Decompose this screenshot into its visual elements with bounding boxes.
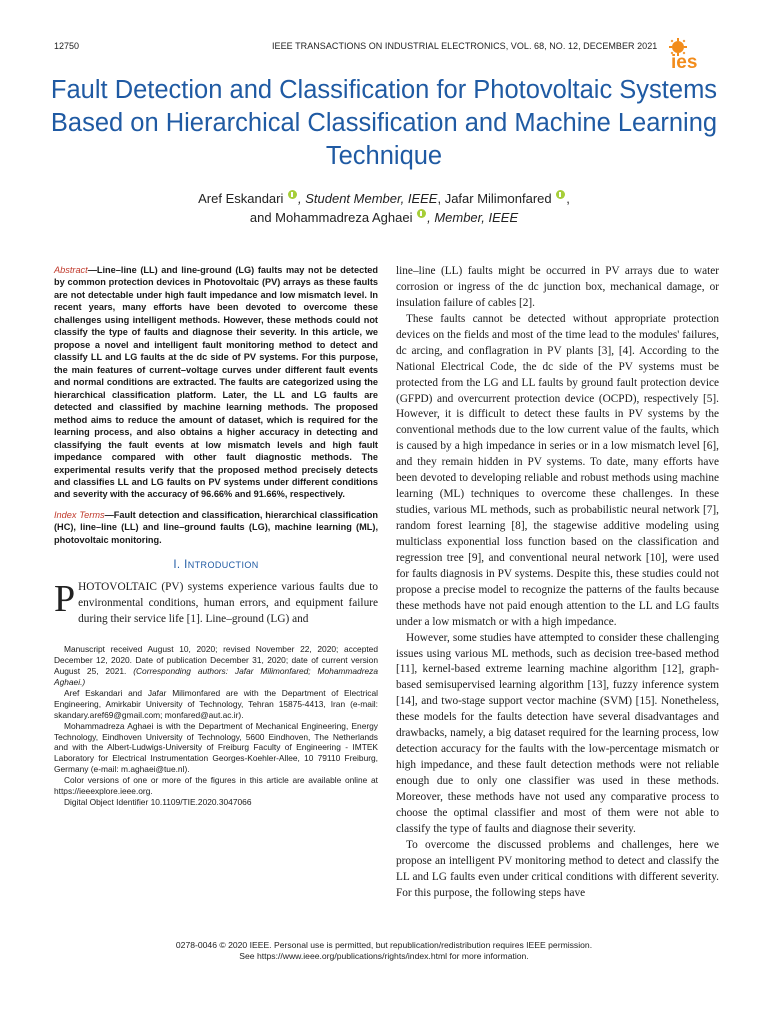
orcid-icon[interactable] (288, 190, 297, 199)
body-paragraph-4: To overcome the discussed problems and challenges, here we propose an intelligent PV monitoring method to detect and classify the LL and LG faults even under critical conditions with different severity. For this purpose, the following steps have (396, 838, 719, 899)
color-note: Color versions of one or more of the figures in this article are available online at https://ieeexplore.ieee.org. (54, 775, 378, 797)
orcid-icon[interactable] (417, 209, 426, 218)
copyright-footer (40, 940, 728, 962)
page-number: 12750 (54, 41, 80, 51)
author-name: and Mohammadreza Aghaei (249, 209, 413, 225)
author-separator: , (566, 191, 570, 206)
author-membership: , Member, IEEE (427, 209, 519, 225)
author-membership: , Student Member, IEEE (298, 191, 438, 206)
left-column (54, 264, 378, 808)
section-heading (54, 559, 378, 571)
intro-text: HOTOVOLTAIC (PV) systems experience various faults due to environmental conditions, human errors, and equipment failure during their service life [1]. Line–ground (LG) and (78, 581, 378, 626)
drop-cap: P (54, 578, 76, 621)
received-text: Manuscript received August 10, 2020; revised November 22, 2020; accepted December 12, 2020. Date of publication December 31, 2020; date of current version August 25, 2021. (54, 644, 378, 676)
body-paragraph-1: line–line (LL) faults might be occurred in PV arrays due to water corrosion or ingress of the dc junction box, mechanical damage, or insulation failure of cables [2]. (396, 265, 719, 309)
index-terms-text: —Fault detection and classification, hierarchical classification (HC), line–line (LL) and line–ground faults (LG), machine learning (ML), photovoltaic monitoring. (54, 509, 378, 545)
copyright-line: 0278-0046 © 2020 IEEE. Personal use is permitted, but republication/redistribution requires IEEE permission. (175, 940, 593, 950)
author-list (40, 190, 728, 228)
section-title-rest: NTRODUCTION (187, 560, 259, 571)
footnotes (54, 644, 378, 808)
index-terms-label: Index Terms (54, 509, 105, 520)
index-terms (54, 509, 378, 546)
paper-title: Fault Detection and Classification for Photovoltaic Systems Based on Hierarchical Classification and Machine Learning Technique (50, 76, 718, 170)
rights-link-line[interactable]: See https://www.ieee.org/publications/rights/index.html for more information. (239, 951, 529, 962)
affiliation-2: Mohammadreza Aghaei is with the Department of Mechanical Engineering, Energy Technology, Eindhoven University of Technology, 5600 Eindhoven, The Netherlands and with the Albert-Ludwigs-University of Freiburg Faculty of Engineering - IMTEK Laboratory for Electrical Instrumentation Georges-Koehler-Allee, 10 79110 Freiburg, Germany (e-mail: m.aghaei@tue.nl). (54, 720, 378, 775)
body-paragraph-2: These faults cannot be detected without appropriate protection devices on the fields and most of the time lead to the modules' failures, dc arcing, and conflagration in PV plants [3], [4]. According to the National Electrical Code, the dc side of the PV systems must be protected from the LG and LL faults by ground fault protection device (GFPD) and overcurrent protection device (OCPD), respectively [5]. However, it is difficult to detect these faults in PV systems by the conventional methods due to the low current value of the faults, which is caused by a high impedance in series or in a low mismatch level [6], and they remain hidden in PV systems. To date, many efforts have been devoted to developing reliable and robust methods using machine learning (ML) techniques to overcome these challenges. In these studies, various ML methods, such as probabilistic neural network [7], random forest learning [8], the stagewise additive modeling using multiclass exponential loss function based on the classification and regression tree [9], and conventional neural network [10], were used for faults diagnosis in PV systems. Despite this, these studies could not propose a precise model to recognize the patterns of the faults because these methods have not paid enough attention to the LL and LG faults under a low mismatch or with a high impedance. (396, 312, 719, 628)
logo-text: ies (671, 52, 698, 70)
abstract-label: Abstract (54, 265, 88, 275)
ies-logo-icon (666, 38, 720, 70)
doi: Digital Object Identifier 10.1109/TIE.2020.3047066 (64, 797, 252, 808)
author-name: Aref Eskandari (198, 191, 284, 206)
right-column (396, 264, 719, 902)
intro-paragraph (54, 580, 378, 628)
author-name: , Jafar Milimonfared (437, 191, 552, 206)
section-numeral: I. (173, 559, 181, 572)
corresponding-authors: (Corresponding authors: Jafar Milimonfared; Mohammadreza Aghaei.) (54, 665, 378, 687)
affiliation-1: Aref Eskandari and Jafar Milimonfared are with the Department of Electrical Engineering, Amirkabir University of Technology, Tehran 15875-4413, Iran (e-mail: skandary.aref69@gmail.com; monfared@aut.ac.ir). (54, 687, 378, 720)
journal-header: IEEE TRANSACTIONS ON INDUSTRIAL ELECTRONICS, VOL. 68, NO. 12, DECEMBER 2021 (272, 41, 658, 51)
body-paragraph-3: However, some studies have attempted to consider these challenging issues using various ML methods, such as decision tree-based method [11], kernel-based extreme learning machine algorithm [12], graph-based semisupervised learning algorithm [13], fuzzy inference system [14], and two-stage support vector machine (SVM) [15]. Nonetheless, these models for the faults detection have several disadvantages and drawbacks, namely, a big dataset required for the learning process, low detection accuracy for the faults with the low-percentage mismatch or high impedance, and these fault detection methods were not reliable enough due to only one classifier was used in these methods. Moreover, these methods have not used any comparative process to choose the optimal classifier and most of them were not able to classify the type of faults and diagnose their severity. (396, 631, 719, 835)
manuscript-dates (54, 644, 378, 688)
orcid-icon[interactable] (556, 190, 565, 199)
abstract (54, 264, 378, 501)
section-title-initial: I (184, 559, 188, 572)
abstract-text: —Line–line (LL) and line-ground (LG) faults may not be detected by common protection devices in Photovoltaic (PV) arrays as these faults are not detectable under high fault impedance and low mismatch level. In recent years, many efforts have been devoted to overcome these challenges using intelligent methods. However, these methods could not classify the type of faults and diagnose their severity. In this article, we propose a novel and intelligent fault monitoring method to detect and classify LL and LG faults at the dc side of PV systems. For this purpose, the main features of current–voltage curves under different fault events and normal conditions are extracted. The faults are categorized using the hierarchical classification platform. Later, the LL and LG faults are detected and classified by machine learning methods. The proposed method aims to reduce the amount of dataset, which is required for the learning process, and also obtains a higher accuracy in detecting and classifying the fault events at low mismatch levels and high fault impedance compared with other fault diagnostic methods. The experimental results verify that the proposed method precisely detects and classifies LL and LG faults on PV systems under different conditions and severity with the accuracy of 96.66% and 91.66%, respectively. (54, 265, 378, 500)
